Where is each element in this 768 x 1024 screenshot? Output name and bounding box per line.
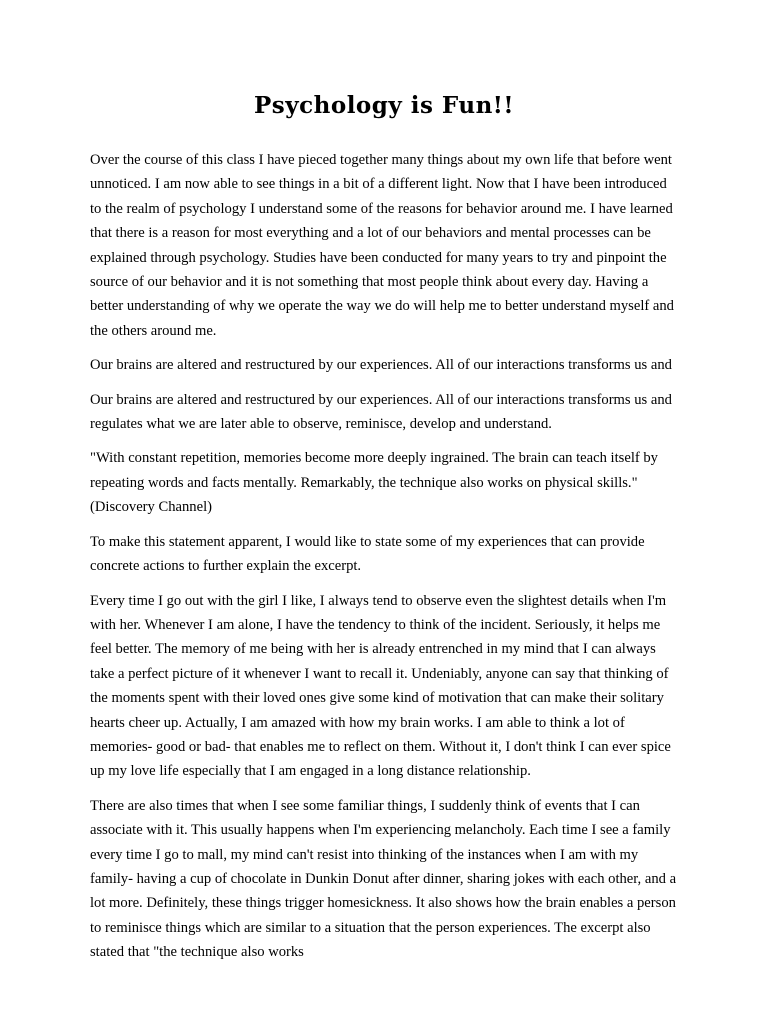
- paragraph-familiar: There are also times that when I see some familiar things, I suddenly think of events that I can associate with it. This usually happens when I'm experiencing melancholy. Each time I see a family every time I go to mall, my mind can't resist into thinking of the instances when I am with my family- having a cup of chocolate in Dunkin Donut after dinner, sharing jokes with each other, and a lot more. Definitely, these things trigger homesickness. It also shows how the brain enables a person to reminisce things which are similar to a situation that the person experiences. The excerpt also stated that "the technique also works: [90, 797, 677, 961]
- document-title: Psychology is Fun!!: [254, 92, 514, 119]
- document-body: [90, 148, 680, 975]
- paragraph-quote: "With constant repetition, memories become more deeply ingrained. The brain can teach itself by repeating words and facts mentally. Remarkably, the technique also works on physical skills." (Discovery Channel): [90, 450, 658, 516]
- paragraph-brains: Our brains are altered and restructured by our experiences. All of our interactions transforms us and regulates what we are later able to observe, reminisce, develop and understand.: [90, 391, 672, 433]
- paragraph-statement: To make this statement apparent, I would like to state some of my experiences that can provide concrete actions to further explain the excerpt.: [90, 533, 645, 575]
- paragraph-intro: Over the course of this class I have pieced together many things about my own life that before went unnoticed. I am now able to see things in a bit of a different light. Now that I have been introduced to the realm of psychology I understand some of the reasons for behavior around me. I have learned that there is a reason for most everything and a lot of our behaviors and mental processes can be explained through psychology. Studies have been conducted for many years to try and pinpoint the source of our behavior and it is not something that most people think about every day. Having a better understanding of why we operate the way we do will help me to better understand myself and the others around me.: [90, 152, 674, 339]
- paragraph-girl: Every time I go out with the girl I like, I always tend to observe even the slightest details when I'm with her. Whenever I am alone, I have the tendency to think of the incident. Seriously, it helps me feel better. The memory of me being with her is already entrenched in my mind that I can always take a perfect picture of it whenever I want to recall it. Undeniably, anyone can say that thinking of the moments spent with their loved ones give some kind of motivation that can make their solitary hearts cheer up. Actually, I am amazed with how my brain works. I am able to think a lot of memories- good or bad- that enables me to reflect on them. Without it, I don't think I can ever spice up my love life especially that I am engaged in a long distance relationship.: [90, 592, 671, 780]
- paragraph-brains-fragment: Our brains are altered and restructured by our experiences. All of our interactions transforms us and: [90, 357, 672, 374]
